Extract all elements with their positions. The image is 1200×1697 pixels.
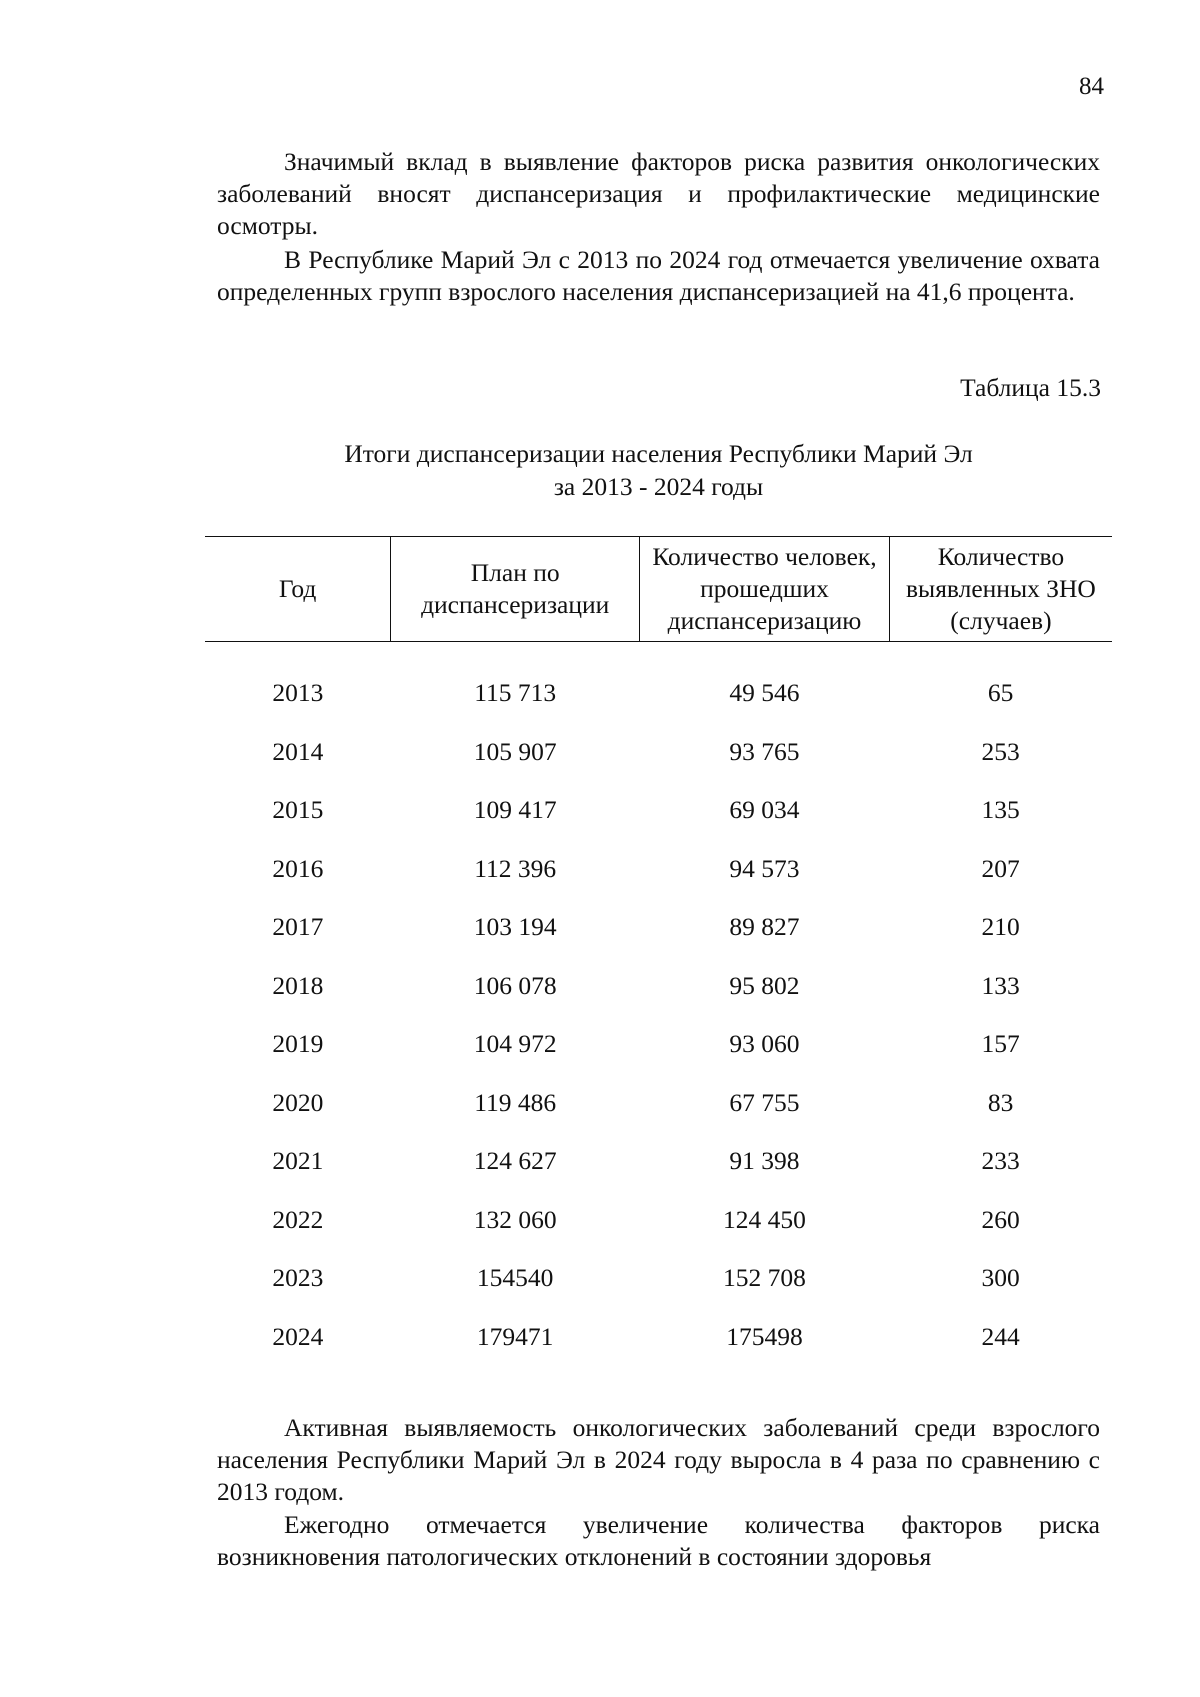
cell-passed: 93 765 <box>729 736 800 766</box>
cell-zno: 233 <box>981 1146 1020 1176</box>
cell-passed: 69 034 <box>729 795 800 825</box>
cell-zno: 253 <box>981 736 1020 766</box>
cell-zno: 210 <box>981 912 1020 942</box>
paragraph-2-text: В Республике Марий Эл с 2013 по 2024 год отмечается увеличение охвата определенных групп взрослого населения диспансеризацией на 41,6 процента. <box>217 245 1100 306</box>
header-year: Год <box>205 537 391 642</box>
header-passed: Количество человек, прошедших диспансеризацию <box>640 537 890 642</box>
paragraph-4-text: Ежегодно отмечается увеличение количества факторов риска возникновения патологических отклонений в состоянии здоровья <box>217 1510 1100 1571</box>
cell-plan: 103 194 <box>473 912 557 942</box>
table-title-line-2: за 2013 - 2024 годы <box>553 472 764 501</box>
cell-year: 2017 <box>272 912 324 942</box>
results-table <box>205 536 1112 1366</box>
cell-zno: 65 <box>987 678 1014 708</box>
cell-plan: 109 417 <box>473 795 557 825</box>
cell-plan: 179471 <box>476 1321 554 1351</box>
cell-plan: 104 972 <box>473 1029 557 1059</box>
cell-year: 2014 <box>272 736 324 766</box>
cell-zno: 157 <box>981 1029 1020 1059</box>
header-zno: Количество выявленных ЗНО (случаев) <box>889 537 1112 642</box>
table-row <box>205 1015 1112 1074</box>
cell-passed: 89 827 <box>729 912 800 942</box>
cell-zno: 83 <box>987 1087 1014 1117</box>
paragraph-3 <box>217 1412 1100 1508</box>
cell-plan: 124 627 <box>473 1146 557 1176</box>
paragraph-1-text: Значимый вклад в выявление факторов риска развития онкологических заболеваний вносят диспансеризация и профилактические медицинские осмотры. <box>217 147 1100 240</box>
table-header-row <box>205 537 1112 642</box>
cell-year: 2016 <box>272 853 324 883</box>
paragraph-4 <box>217 1509 1100 1573</box>
cell-plan: 105 907 <box>473 736 557 766</box>
cell-year: 2023 <box>272 1263 324 1293</box>
table-row <box>205 1074 1112 1133</box>
cell-zno: 135 <box>981 795 1020 825</box>
table-row <box>205 957 1112 1016</box>
cell-passed: 94 573 <box>729 853 800 883</box>
table-row <box>205 840 1112 899</box>
cell-plan: 154540 <box>476 1263 554 1293</box>
table-title-line-1: Итоги диспансеризации населения Республики Марий Эл <box>344 439 973 468</box>
cell-plan: 132 060 <box>473 1204 557 1234</box>
paragraph-1 <box>217 146 1100 242</box>
cell-passed: 93 060 <box>729 1029 800 1059</box>
table-row <box>205 1191 1112 1250</box>
paragraph-2 <box>217 244 1100 308</box>
cell-passed: 175498 <box>726 1321 803 1351</box>
cell-zno: 300 <box>981 1263 1020 1293</box>
cell-year: 2018 <box>272 970 324 1000</box>
table-row <box>205 1249 1112 1308</box>
cell-plan: 115 713 <box>474 678 557 708</box>
cell-year: 2024 <box>272 1321 324 1351</box>
table-row <box>205 781 1112 840</box>
cell-year: 2013 <box>272 678 324 708</box>
table-row <box>205 898 1112 957</box>
table-row <box>205 642 1112 723</box>
cell-zno: 244 <box>981 1321 1020 1351</box>
cell-zno: 207 <box>981 853 1020 883</box>
cell-passed: 124 450 <box>723 1204 806 1234</box>
table-row <box>205 1132 1112 1191</box>
table-row <box>205 723 1112 782</box>
cell-year: 2022 <box>272 1204 324 1234</box>
page-number: 84 <box>1079 73 1104 100</box>
cell-year: 2015 <box>272 795 324 825</box>
cell-passed: 95 802 <box>729 970 800 1000</box>
cell-plan: 112 396 <box>474 853 557 883</box>
cell-year: 2021 <box>272 1146 324 1176</box>
cell-year: 2020 <box>272 1087 324 1117</box>
paragraph-3-text: Активная выявляемость онкологических заболеваний среди взрослого населения Республики Марий Эл в 2024 году выросла в 4 раза по сравнению с 2013 годом. <box>217 1413 1100 1506</box>
table-label: Таблица 15.3 <box>960 373 1101 402</box>
cell-plan: 119 486 <box>474 1087 557 1117</box>
table-row <box>205 1308 1112 1367</box>
cell-plan: 106 078 <box>473 970 557 1000</box>
table-title <box>217 437 1100 503</box>
cell-passed: 152 708 <box>723 1263 806 1293</box>
header-plan: План по диспансеризации <box>391 537 640 642</box>
cell-passed: 91 398 <box>729 1146 800 1176</box>
cell-zno: 133 <box>981 970 1020 1000</box>
cell-passed: 67 755 <box>729 1087 800 1117</box>
cell-year: 2019 <box>272 1029 324 1059</box>
cell-zno: 260 <box>981 1204 1020 1234</box>
cell-passed: 49 546 <box>729 678 800 708</box>
